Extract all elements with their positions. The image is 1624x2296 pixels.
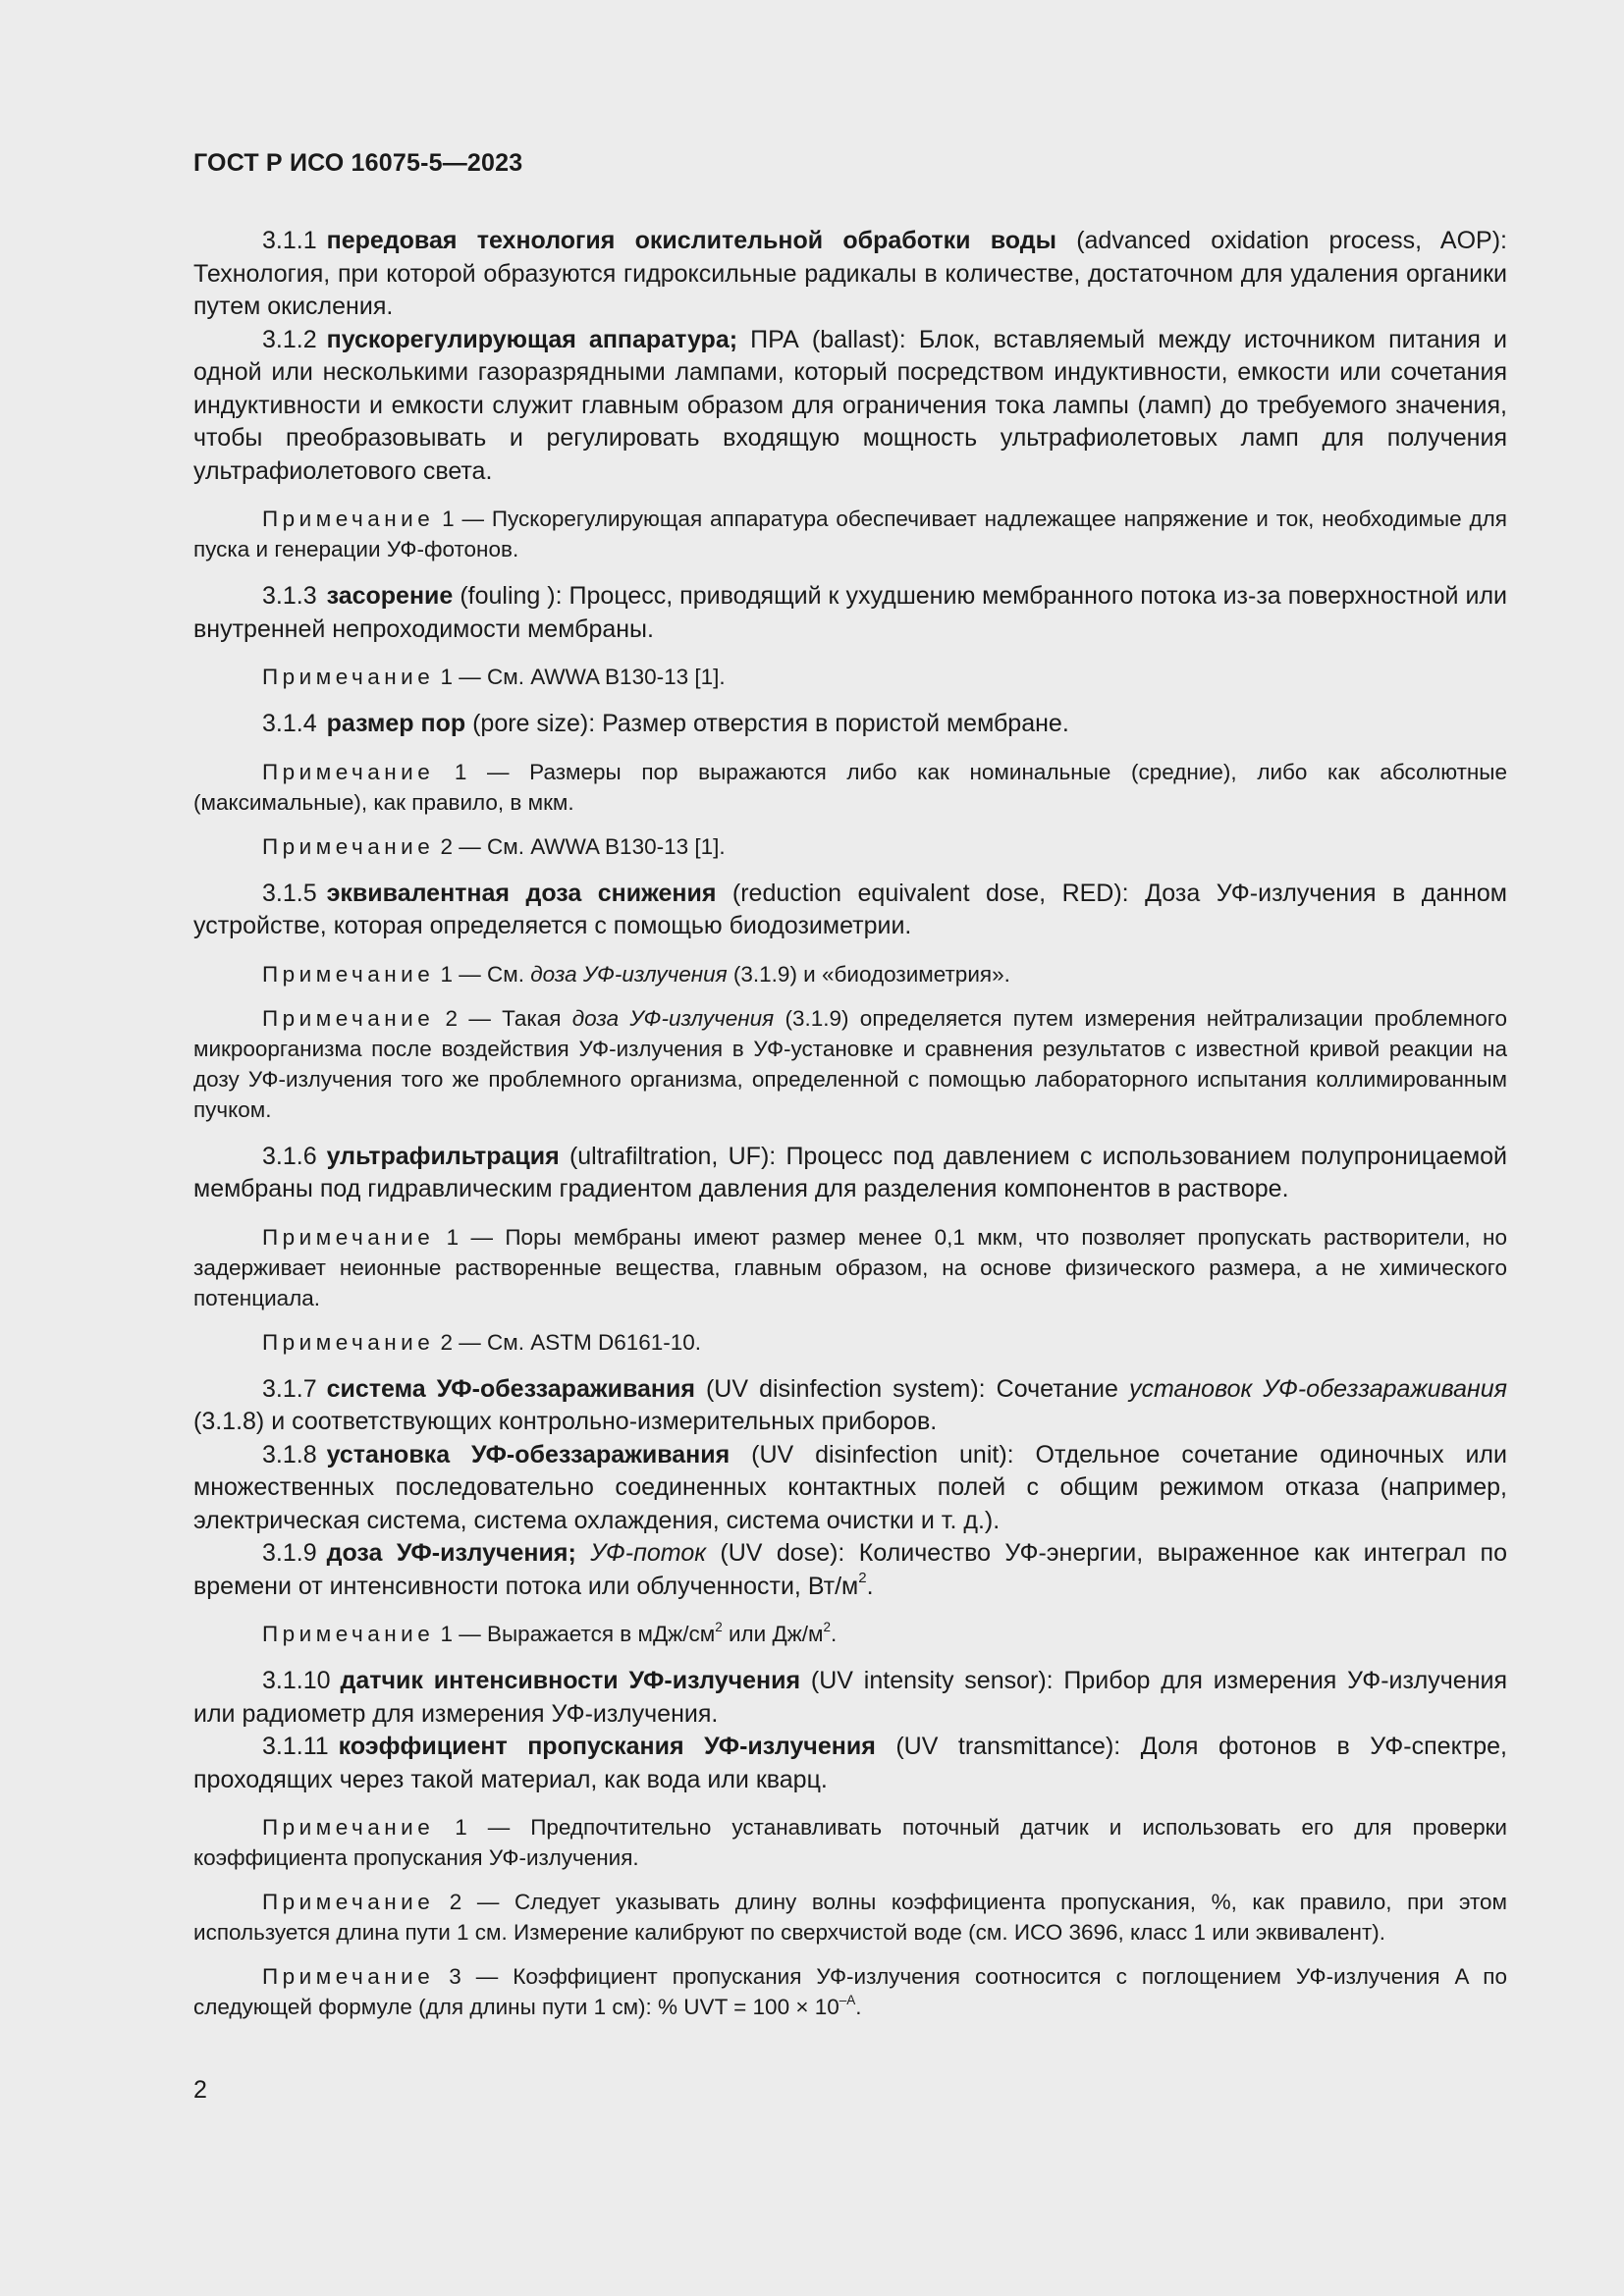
term: ультрафильтрация [326, 1142, 560, 1170]
term: доза УФ-излучения; [326, 1539, 576, 1567]
note-3-1-3-1 [193, 662, 1507, 692]
definition-text: (UV transmittance): Доля фотонов в УФ-спектре, проходящих через такой материал, как вода или кварц. [193, 1733, 1507, 1793]
definition-3-1-11 [193, 1731, 1507, 1796]
term-reference: доза УФ-излучения [530, 961, 728, 987]
definition-3-1-1 [193, 225, 1507, 324]
term: коэффициент пропускания УФ-излучения [338, 1733, 876, 1760]
term-reference: доза УФ-излучения [571, 1005, 775, 1031]
term: установка УФ-обеззараживания [326, 1440, 731, 1468]
note-label: Примечание [262, 759, 435, 784]
note-text: 2 — Следует указывать длину волны коэффициента пропускания, %, как правило, при этом используется длина пути 1 см. Измерение калибруют по сверхчистой воде (см. ИСО 3696, класс 1 или эквивалент). [193, 1890, 1507, 1945]
note-text: 1 — Размеры пор выражаются либо как номинальные (средние), либо как абсолютные (максимальные), как правило, в мкм. [193, 759, 1507, 815]
definition-text: (UV intensity sensor): Прибор для измерения УФ-излучения или радиометр для измерения УФ-излучения. [193, 1667, 1507, 1728]
clause-number: 3.1.11 [262, 1733, 329, 1760]
note-text: 3 — Коэффициент пропускания УФ-излучения соотносится с поглощением УФ-излучения A по следующей формуле (для длины пути 1 см): % UVT = 100 × 10 [193, 1964, 1507, 2019]
note-text: 1 — Выражается в мДж/см [434, 1622, 716, 1646]
note-label: Примечание [262, 1329, 435, 1355]
note-text: . [855, 1995, 862, 2019]
note-text: 1 — Пускорегулирующая аппаратура обеспечивает надлежащее напряжение и ток, необходимые для пуска и генерации УФ-фотонов. [193, 507, 1507, 561]
clause-number: 3.1.1 [262, 227, 317, 254]
clause-number: 3.1.10 [262, 1667, 331, 1694]
definition-3-1-2 [193, 324, 1507, 489]
clause-number: 3.1.4 [262, 710, 317, 737]
term: система УФ-обеззараживания [326, 1374, 695, 1403]
note-3-1-6-2 [193, 1327, 1507, 1358]
superscript: 2 [823, 1619, 832, 1634]
note-label: Примечание [262, 1005, 435, 1031]
note-text: (3.1.9) определяется путем измерения нейтрализации проблемного микроорганизма после воздействия УФ-излучения в УФ-установке и сравнения результатов с известной кривой реакции на дозу УФ-излучения того же проблемного организма, определенной с помощью лабораторного испытания коллимированным пучком. [193, 1005, 1507, 1122]
definition-3-1-4 [193, 708, 1507, 741]
clause-number: 3.1.9 [262, 1539, 317, 1567]
note-label: Примечание [262, 1622, 435, 1646]
note-text: (3.1.9) и «биодозиметрия». [727, 961, 1010, 987]
definition-3-1-6 [193, 1141, 1507, 1206]
definition-text: ПРА (ballast): Блок, вставляемый между источником питания и одной или несколькими газоразрядными лампами, который посредством индуктивности, емкости или сочетания индуктивности и емкости служит главным образом для ограничения тока лампы (ламп) до требуемого значения, чтобы преобразовывать и регулировать входящую мощность ультрафиолетовых ламп для получения ультрафиолетового света. [193, 325, 1507, 485]
definition-text: (UV disinfection system): Сочетание [694, 1374, 1129, 1403]
note-3-1-9-1 [193, 1619, 1507, 1649]
definition-text: (pore size): Размер отверстия в пористой мембране. [465, 710, 1069, 737]
note-label: Примечание [262, 961, 435, 987]
note-label: Примечание [262, 833, 435, 859]
note-text: 2 — См. AWWA B130-13 [1]. [434, 833, 726, 859]
note-label: Примечание [262, 507, 435, 531]
definition-3-1-10 [193, 1665, 1507, 1731]
clause-number: 3.1.8 [262, 1440, 317, 1468]
clause-number: 3.1.3 [262, 582, 317, 610]
note-label: Примечание [262, 665, 435, 689]
term: датчик интенсивности УФ-излучения [340, 1667, 801, 1694]
superscript: –A [839, 1992, 856, 2007]
definition-3-1-7 [193, 1373, 1507, 1439]
note-text: 2 — Такая [434, 1005, 572, 1031]
definition-3-1-3 [193, 580, 1507, 646]
definition-3-1-8 [193, 1439, 1507, 1538]
note-text: 1 — Поры мембраны имеют размер менее 0,1 мкм, что позволяет пропускать растворители, но задерживает неионные растворенные вещества, главным образом, на основе физического размера, а не химического потенциала. [193, 1224, 1507, 1310]
note-label: Примечание [262, 1815, 435, 1840]
definition-text: (UV dose): Количество УФ-энергии, выраженное как интеграл по времени от интенсивности потока или облученности, Вт/м [193, 1539, 1507, 1600]
note-text: 2 — См. ASTM D6161-10. [434, 1329, 702, 1355]
definition-text: (advanced oxidation process, AOP): Технология, при которой образуются гидроксильные радикалы в количестве, достаточном для удаления органики путем окисления. [193, 227, 1507, 320]
definition-text: (fouling ): Процесс, приводящий к ухудшению мембранного потока из-за поверхностной или внутренней непроходимости мембраны. [193, 582, 1507, 643]
note-3-1-5-2 [193, 1003, 1507, 1125]
note-label: Примечание [262, 1890, 435, 1914]
term: эквивалентная доза снижения [326, 879, 717, 907]
note-3-1-11-2 [193, 1887, 1507, 1948]
note-text: 1 — См. AWWA B130-13 [1]. [434, 665, 726, 689]
document-header: ГОСТ Р ИСО 16075-5—2023 [193, 149, 523, 177]
definition-text: . [866, 1572, 874, 1600]
definition-text: (3.1.8) и соответствующих контрольно-измерительных приборов. [193, 1408, 938, 1435]
definition-3-1-5 [193, 878, 1507, 943]
note-text: . [831, 1622, 838, 1646]
clause-number: 3.1.6 [262, 1142, 317, 1170]
term: размер пор [326, 710, 466, 737]
document-body [193, 225, 1507, 2022]
note-text: 1 — Предпочтительно устанавливать поточный датчик и использовать его для проверки коэффициента пропускания УФ-излучения. [193, 1815, 1507, 1870]
note-3-1-11-1 [193, 1812, 1507, 1873]
term: передовая технология окислительной обработки воды [326, 227, 1056, 254]
clause-number: 3.1.7 [262, 1374, 317, 1403]
note-label: Примечание [262, 1964, 435, 1989]
definition-text: (reduction equivalent dose, RED): Доза УФ-излучения в данном устройстве, которая определяется с помощью биодозиметрии. [193, 879, 1507, 939]
note-3-1-2-1 [193, 504, 1507, 564]
clause-number: 3.1.2 [262, 325, 317, 353]
superscript: 2 [715, 1619, 723, 1634]
note-text: 1 — См. [434, 961, 531, 987]
term: засорение [326, 582, 454, 610]
note-3-1-4-1 [193, 757, 1507, 818]
note-3-1-6-1 [193, 1222, 1507, 1313]
note-3-1-5-1 [193, 959, 1507, 989]
page-number: 2 [193, 2076, 207, 2104]
clause-number: 3.1.5 [262, 879, 317, 907]
definition-3-1-9 [193, 1537, 1507, 1603]
term: пускорегулирующая аппаратура; [326, 325, 738, 353]
superscript: 2 [858, 1570, 867, 1587]
definition-text: (UV disinfection unit): Отдельное сочетание одиночных или множественных последовательно соединенных контактных полей с общим режимом отказа (например, электрическая система, система охлаждения, система очистки и т. д.). [193, 1440, 1507, 1534]
note-label: Примечание [262, 1224, 435, 1250]
definition-text: (ultrafiltration, UF): Процесс под давлением с использованием полупроницаемой мембраны под гидравлическим градиентом давления для разделения компонентов в растворе. [193, 1142, 1507, 1202]
note-3-1-4-2 [193, 831, 1507, 862]
synonym: УФ-поток [590, 1539, 707, 1567]
note-text: или Дж/м [722, 1622, 824, 1646]
term-reference: установок УФ-обеззараживания [1128, 1374, 1507, 1403]
note-3-1-11-3 [193, 1961, 1507, 2022]
